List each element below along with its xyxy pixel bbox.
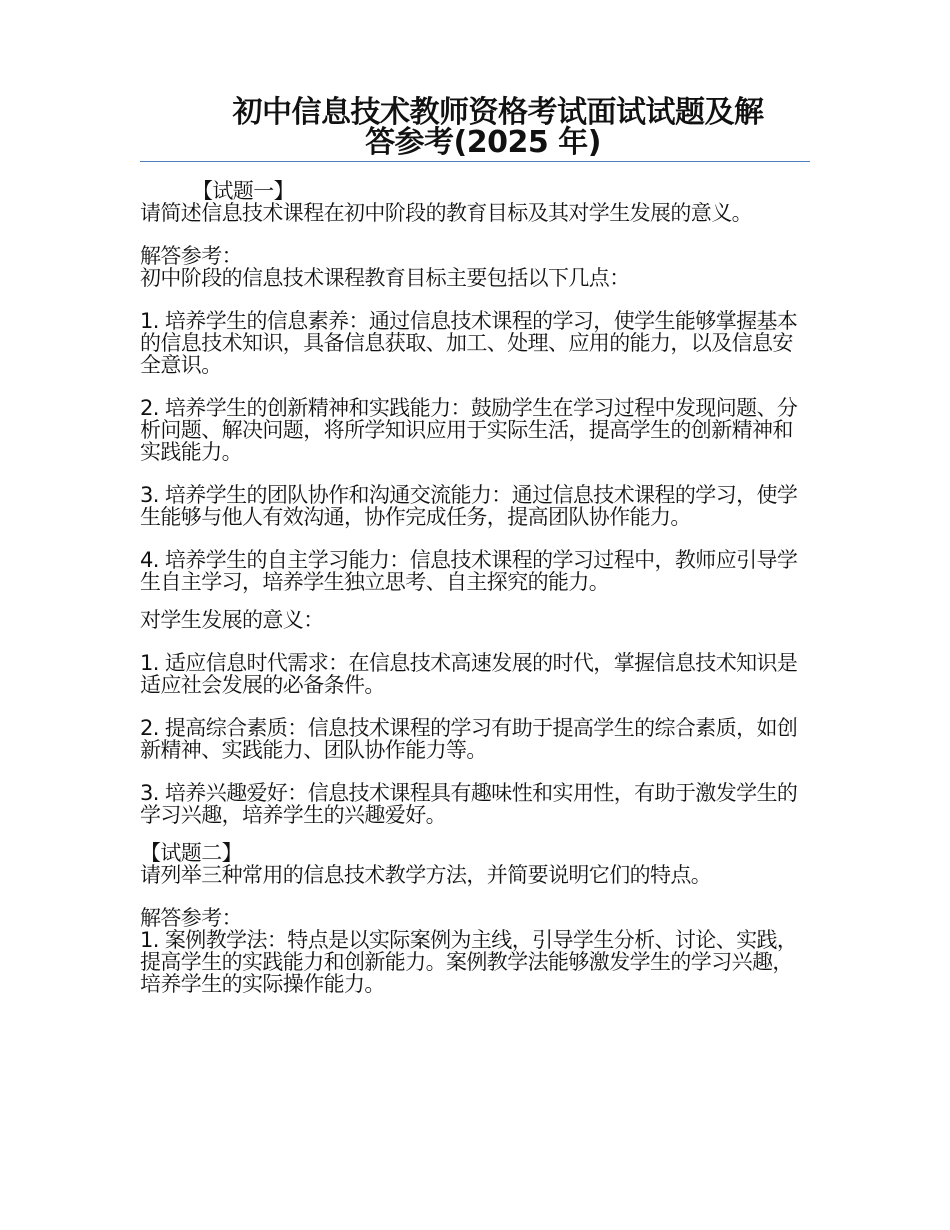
- title-line-2: 答参考(2025 年): [365, 125, 601, 160]
- method-item: 1. 案例教学法：特点是以实际案例为主线，引导学生分析、讨论、实践，提高学生的实践能力和创新能力。案例教学法能够激发学生的学习兴趣，培养学生的实际操作能力。: [140, 928, 798, 996]
- question-1-intro: 初中阶段的信息技术课程教育目标主要包括以下几点：: [140, 266, 630, 290]
- question-2-text: 请列举三种常用的信息技术教学方法，并简要说明它们的特点。: [140, 863, 712, 887]
- significance-item: 1. 适应信息时代需求：在信息技术高速发展的时代，掌握信息技术知识是适应社会发展的必备条件。: [140, 651, 798, 697]
- question-2-answer-label: 解答参考：: [140, 906, 242, 930]
- significance-item: 3. 培养兴趣爱好：信息技术课程具有趣味性和实用性，有助于激发学生的学习兴趣，培养学生的兴趣爱好。: [140, 781, 798, 827]
- question-1-text: 请简述信息技术课程在初中阶段的教育目标及其对学生发展的意义。: [140, 201, 752, 225]
- goal-item: 4. 培养学生的自主学习能力：信息技术课程的学习过程中，教师应引导学生自主学习，培养学生独立思考、自主探究的能力。: [140, 548, 798, 594]
- question-1-answer-label: 解答参考：: [140, 244, 242, 268]
- question-2-heading: 【试题二】: [140, 841, 242, 865]
- significance-label: 对学生发展的意义：: [140, 608, 324, 632]
- significance-item: 2. 提高综合素质：信息技术课程的学习有助于提高学生的综合素质，如创新精神、实践能力、团队协作能力等。: [140, 716, 798, 762]
- document-title: [140, 95, 812, 160]
- document-body: [140, 180, 812, 995]
- title-underline: [140, 161, 810, 162]
- goal-item: 1. 培养学生的信息素养：通过信息技术课程的学习，使学生能够掌握基本的信息技术知识，具备信息获取、加工、处理、应用的能力，以及信息安全意识。: [140, 309, 798, 377]
- question-1-heading: 【试题一】: [192, 179, 294, 203]
- goal-item: 2. 培养学生的创新精神和实践能力：鼓励学生在学习过程中发现问题、分析问题、解决问题，将所学知识应用于实际生活，提高学生的创新精神和实践能力。: [140, 396, 798, 464]
- title-line-1: 初中信息技术教师资格考试面试试题及解: [232, 95, 764, 130]
- goal-item: 3. 培养学生的团队协作和沟通交流能力：通过信息技术课程的学习，使学生能够与他人有效沟通，协作完成任务，提高团队协作能力。: [140, 483, 798, 529]
